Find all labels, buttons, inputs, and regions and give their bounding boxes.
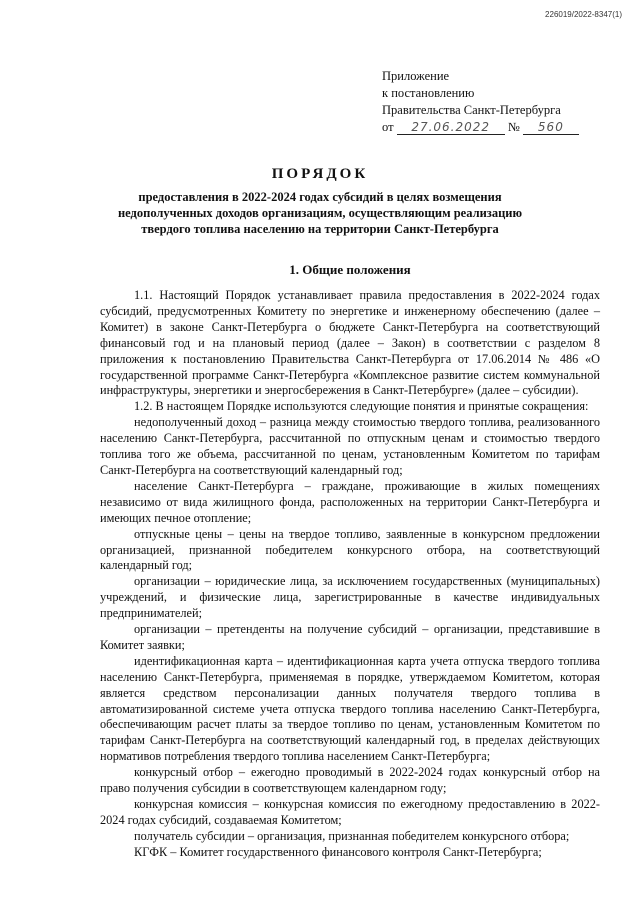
document-body (100, 288, 600, 861)
definition-population: население Санкт-Петербурга – граждане, проживающие в жилых помещениях независимо от вида жилищного фонда, расположенных на территории Санкт-Петербурга и имеющих печное отопление; (100, 478, 600, 525)
section-heading: 1. Общие положения (289, 262, 411, 277)
appendix-line-3: Правительства Санкт-Петербурга (382, 103, 561, 117)
title-main: ПОРЯДОК (271, 166, 369, 182)
title-subtitle: предоставления в 2022-2024 годах субсидий в целях возмещения недополученных доходов организациям, осуществляющим реализацию твердого топлива населению на территории Санкт-Петербурга (117, 190, 523, 236)
definition-applicants: организации – претенденты на получение субсидий – организации, представившие в Комитет заявки; (100, 622, 600, 652)
definition-organizations: организации – юридические лица, за исключением государственных (муниципальных) учреждений, и физические лица, зарегистрированные в качестве индивидуальных предпринимателей; (100, 574, 600, 621)
document-registration-number: 226019/2022-8347(1) (545, 10, 622, 19)
appendix-line-2: к постановлению (382, 86, 475, 100)
from-label: от (382, 120, 394, 134)
appendix-block (382, 68, 579, 136)
definition-release-prices: отпускные цены – цены на твердое топливо, заявленные в конкурсном предложении организацией, признанной победителем конкурсного отбора, на соответствующий календарный год; (100, 526, 600, 573)
definition-kgfk: КГФК – Комитет государственного финансового контроля Санкт-Петербурга; (134, 844, 542, 859)
definition-recipient: получатель субсидии – организация, признанная победителем конкурсного отбора; (134, 828, 570, 843)
definition-id-card: идентификационная карта – идентификационная карта учета отпуска твердого топлива населению Санкт-Петербурга, применяемая в порядке, утверждаемом Комитетом, которая является средством персонализации данных получателя твердого топлива в автоматизированной системе учета отпуска твердого топлива населению Санкт-Петербурга, обеспечивающим расчет платы за твердое топливо по ценам, установленным Комитетом по тарифам Санкт-Петербурга на соответствующий календарный год, в пределах действующих нормативов потребления твердого топлива населением Санкт-Петербурга; (100, 653, 600, 764)
handwritten-date: 27.06.2022 (397, 120, 505, 135)
paragraph-1-2: 1.2. В настоящем Порядке используются следующие понятия и принятые сокращения: (134, 399, 589, 414)
appendix-date-line (382, 119, 579, 136)
appendix-line-1: Приложение (382, 69, 450, 83)
paragraph-1-1: 1.1. Настоящий Порядок устанавливает правила предоставления в 2022-2024 годах субсидий, предусмотренных Комитету по энергетике и инженерному обеспечению (далее – Комитет) в законе Санкт-Петербурга о бюджете Санкт-Петербурга на соответствующий финансовый год и на плановый период (далее – Закон) в соответствии с разделом 8 приложения к постановлению Правительства Санкт-Петербурга от 17.06.2014 № 486 «О государственной программе Санкт-Петербурга «Комплексное развитие систем коммунальной инфраструктуры, энергетики и энергосбережения в Санкт-Петербурге» (далее – субсидии). (100, 288, 600, 398)
definition-commission: конкурсная комиссия – конкурсная комиссия по ежегодному предоставлению в 2022-2024 годах субсидий, создаваемая Комитетом; (100, 797, 600, 827)
document-title (100, 166, 540, 237)
definition-competitive-selection: конкурсный отбор – ежегодно проводимый в 2022-2024 годах конкурсный отбор на право получения субсидии в соответствующем календарном году; (100, 765, 600, 796)
definition-lost-income: недополученный доход – разница между стоимостью твердого топлива, реализованного населению Санкт-Петербурга, рассчитанной по отпускным ценам и стоимостью твердого топлива того же объема, рассчитанной по ценам, установленным Комитетом по тарифам Санкт-Петербурга на соответствующий календарный год; (100, 415, 600, 477)
number-sign: № (507, 120, 520, 134)
handwritten-number: 560 (523, 120, 579, 135)
